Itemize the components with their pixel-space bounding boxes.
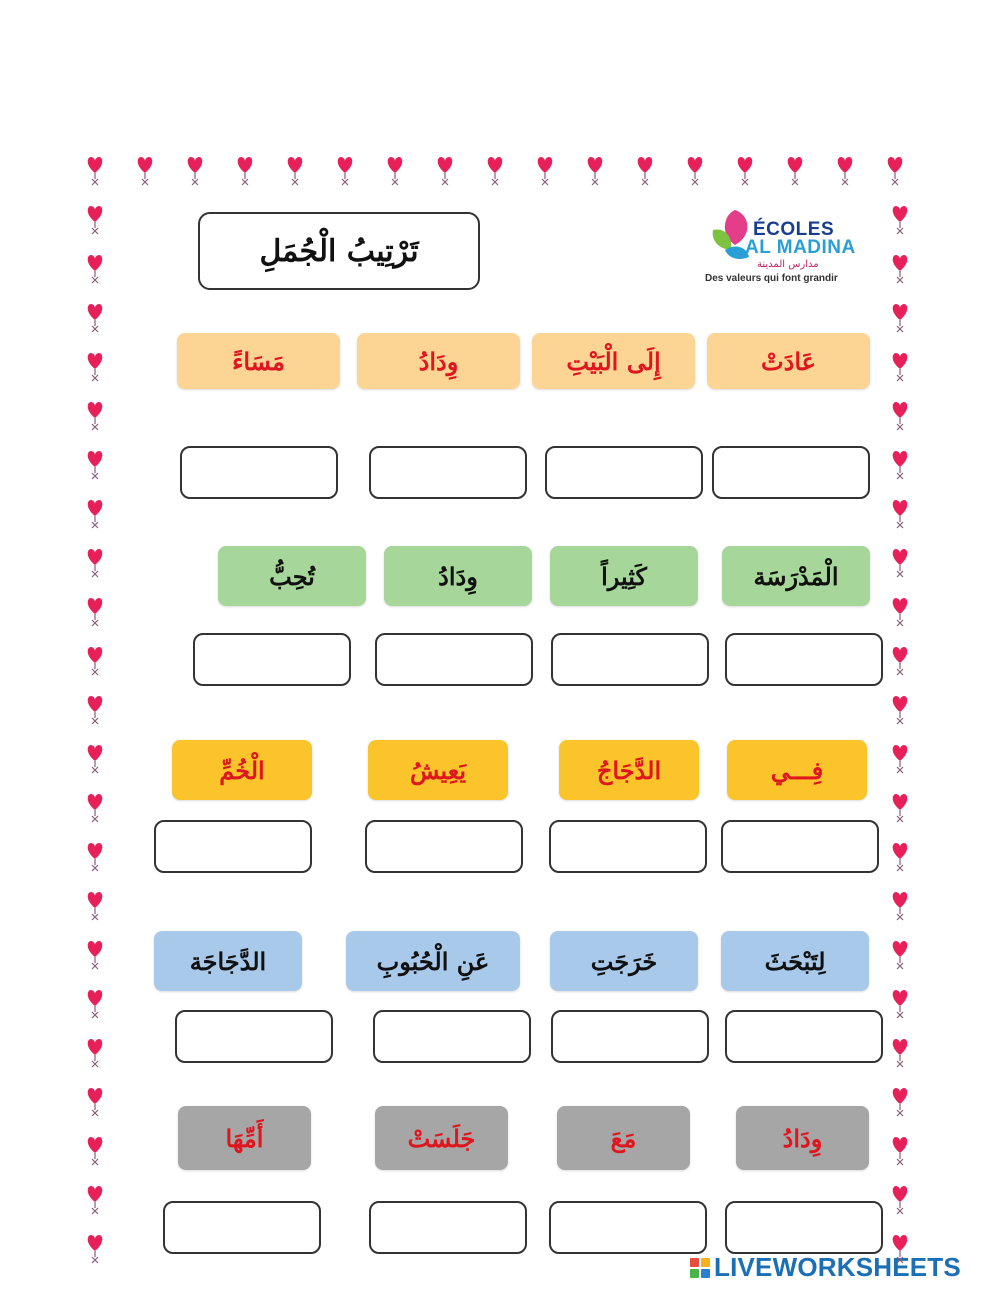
heart-balloon-icon xyxy=(85,1037,105,1057)
answer-drop-box[interactable] xyxy=(369,446,527,499)
word-tile[interactable]: وِدَادُ xyxy=(384,546,532,606)
heart-balloon-icon xyxy=(135,155,155,175)
word-tile[interactable]: وِدَادُ xyxy=(736,1106,869,1170)
heart-balloon-icon xyxy=(890,1086,910,1106)
watermark-text: LIVEWORKSHEETS xyxy=(714,1252,961,1282)
heart-balloon-icon xyxy=(285,155,305,175)
logo-line-2: AL MADINA xyxy=(745,237,856,258)
logo-arabic: مدارس المدينة xyxy=(757,259,819,270)
heart-balloon-icon xyxy=(185,155,205,175)
heart-balloon-icon xyxy=(335,155,355,175)
word-tile[interactable]: وِدَادُ xyxy=(357,333,520,389)
heart-balloon-icon xyxy=(85,1233,105,1253)
heart-balloon-icon xyxy=(890,1037,910,1057)
heart-balloon-icon xyxy=(85,351,105,371)
heart-balloon-icon xyxy=(635,155,655,175)
heart-balloon-icon xyxy=(890,449,910,469)
logo-line-1: ÉCOLES xyxy=(753,219,835,240)
word-tile[interactable]: الدَّجَاجُ xyxy=(559,740,699,800)
heart-balloon-icon xyxy=(85,645,105,665)
heart-balloon-icon xyxy=(890,988,910,1008)
liveworksheets-logo-icon xyxy=(690,1258,710,1278)
heart-balloon-icon xyxy=(735,155,755,175)
word-tile[interactable]: يَعِيشُ xyxy=(368,740,508,800)
answer-drop-box[interactable] xyxy=(373,1010,531,1063)
heart-balloon-icon xyxy=(890,1135,910,1155)
word-tile[interactable]: أَمِّهَا xyxy=(178,1106,311,1170)
heart-balloon-icon xyxy=(85,204,105,224)
heart-balloon-icon xyxy=(485,155,505,175)
answer-drop-box[interactable] xyxy=(551,633,709,686)
word-tile[interactable]: خَرَجَتِ xyxy=(550,931,698,991)
answer-drop-box[interactable] xyxy=(712,446,870,499)
heart-balloon-icon xyxy=(890,890,910,910)
word-tile[interactable]: مَعَ xyxy=(557,1106,690,1170)
word-tile[interactable]: فِـــي xyxy=(727,740,867,800)
word-tile[interactable]: الدَّجَاجَة xyxy=(154,931,302,991)
heart-balloon-icon xyxy=(890,841,910,861)
heart-balloon-icon xyxy=(85,743,105,763)
answer-drop-box[interactable] xyxy=(549,820,707,873)
heart-balloon-icon xyxy=(785,155,805,175)
heart-balloon-icon xyxy=(535,155,555,175)
heart-balloon-icon xyxy=(835,155,855,175)
heart-balloon-icon xyxy=(385,155,405,175)
word-tile[interactable]: جَلَسَتْ xyxy=(375,1106,508,1170)
heart-balloon-icon xyxy=(85,841,105,861)
answer-drop-box[interactable] xyxy=(725,1010,883,1063)
heart-balloon-icon xyxy=(85,1135,105,1155)
answer-drop-box[interactable] xyxy=(725,1201,883,1254)
heart-balloon-icon xyxy=(85,253,105,273)
heart-balloon-icon xyxy=(890,547,910,567)
word-tile[interactable]: كَثِيراً xyxy=(550,546,698,606)
heart-balloon-icon xyxy=(885,155,905,175)
heart-balloon-icon xyxy=(585,155,605,175)
word-tile[interactable]: تُحِبُّ xyxy=(218,546,366,606)
heart-balloon-icon xyxy=(890,939,910,959)
heart-balloon-icon xyxy=(890,1233,910,1253)
word-tile[interactable]: إِلَى الْبَيْتِ xyxy=(532,333,695,389)
word-tile[interactable]: الْمَدْرَسَة xyxy=(722,546,870,606)
answer-drop-box[interactable] xyxy=(725,633,883,686)
heart-balloon-icon xyxy=(685,155,705,175)
heart-balloon-icon xyxy=(890,1184,910,1204)
heart-balloon-icon xyxy=(85,596,105,616)
liveworksheets-watermark xyxy=(690,1252,961,1283)
heart-balloon-icon xyxy=(85,988,105,1008)
heart-balloon-icon xyxy=(890,596,910,616)
logo-tagline: Des valeurs qui font grandir xyxy=(705,273,838,284)
answer-drop-box[interactable] xyxy=(365,820,523,873)
heart-balloon-icon xyxy=(890,253,910,273)
heart-balloon-icon xyxy=(85,792,105,812)
heart-balloon-icon xyxy=(890,792,910,812)
answer-drop-box[interactable] xyxy=(154,820,312,873)
heart-balloon-icon xyxy=(890,694,910,714)
heart-balloon-icon xyxy=(890,351,910,371)
answer-drop-box[interactable] xyxy=(175,1010,333,1063)
heart-balloon-icon xyxy=(235,155,255,175)
word-tile[interactable]: الْخُمِّ xyxy=(172,740,312,800)
answer-drop-box[interactable] xyxy=(163,1201,321,1254)
heart-balloon-icon xyxy=(890,645,910,665)
answer-drop-box[interactable] xyxy=(545,446,703,499)
answer-drop-box[interactable] xyxy=(375,633,533,686)
heart-balloon-icon xyxy=(890,302,910,322)
heart-balloon-icon xyxy=(85,547,105,567)
heart-balloon-icon xyxy=(435,155,455,175)
word-tile[interactable]: عَادَتْ xyxy=(707,333,870,389)
heart-balloon-icon xyxy=(85,449,105,469)
answer-drop-box[interactable] xyxy=(193,633,351,686)
answer-drop-box[interactable] xyxy=(549,1201,707,1254)
heart-balloon-icon xyxy=(890,498,910,518)
heart-balloon-icon xyxy=(890,400,910,420)
school-logo xyxy=(705,205,875,285)
answer-drop-box[interactable] xyxy=(369,1201,527,1254)
word-tile[interactable]: مَسَاءً xyxy=(177,333,340,389)
heart-balloon-icon xyxy=(85,400,105,420)
word-tile[interactable]: عَنِ الْحُبُوبِ xyxy=(346,931,520,991)
answer-drop-box[interactable] xyxy=(721,820,879,873)
heart-balloon-icon xyxy=(85,1086,105,1106)
answer-drop-box[interactable] xyxy=(551,1010,709,1063)
heart-balloon-icon xyxy=(85,1184,105,1204)
heart-balloon-icon xyxy=(890,204,910,224)
heart-balloon-icon xyxy=(85,939,105,959)
heart-balloon-icon xyxy=(85,155,105,175)
page-title: تَرْتِيبُ الْجُمَلِ xyxy=(198,212,480,290)
heart-balloon-icon xyxy=(85,302,105,322)
answer-drop-box[interactable] xyxy=(180,446,338,499)
word-tile[interactable]: لِتَبْحَثَ xyxy=(721,931,869,991)
heart-balloon-icon xyxy=(85,890,105,910)
heart-balloon-icon xyxy=(890,743,910,763)
heart-balloon-icon xyxy=(85,498,105,518)
heart-balloon-icon xyxy=(85,694,105,714)
